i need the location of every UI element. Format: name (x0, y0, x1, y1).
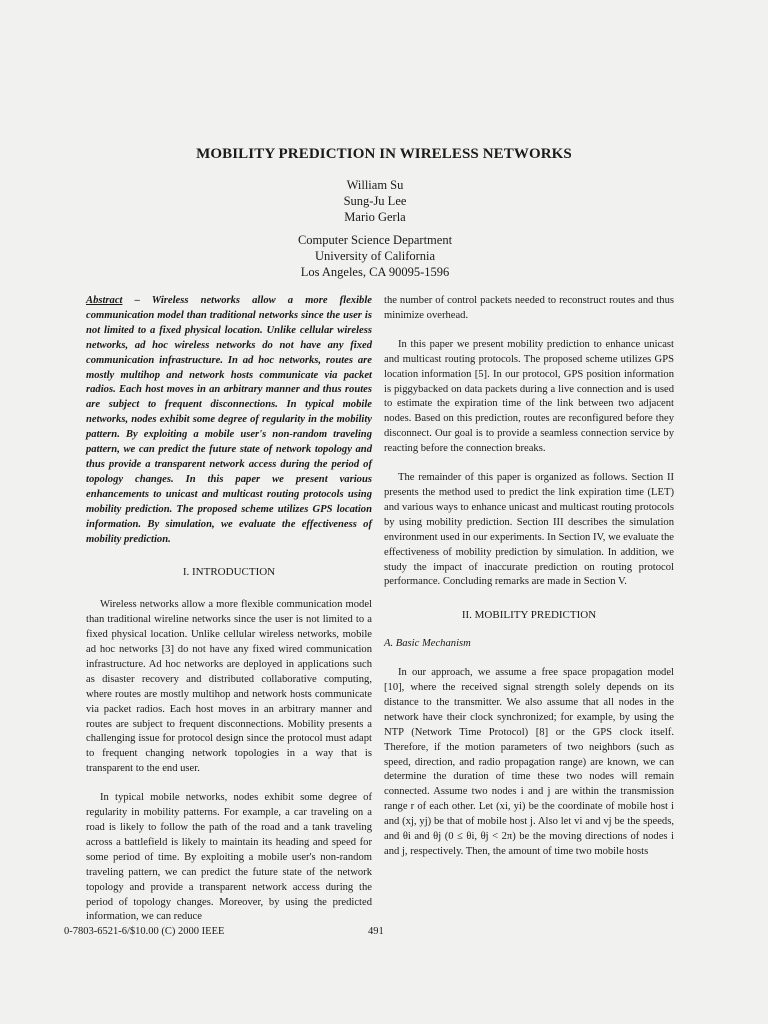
affiliation (0, 232, 750, 280)
paragraph: In our approach, we assume a free space propagation model [10], where the received signal strength solely depends on its distance to the transmitter. We also assume that all nodes in the network have their clock synchronized; for example, by using the NTP (Network Time Protocol) [8] or the GPS clock itself. Therefore, if the motion parameters of two neighbors (such as speed, direction, and radio propagation range) are known, we can determine the duration of time these two nodes will remain connected. Assume two nodes i and j are within the transmission range r of each other. Let (xi, yi) be the coordinate of mobile host i and (xj, yj) be that of mobile host j. Also let vi and vj be the speeds, and θi and θj (0 ≤ θi, θj < 2π) be the moving directions of nodes i and j, respectively. Then, the amount of time two mobile hosts (384, 667, 674, 857)
paragraph: the number of control packets needed to reconstruct routes and thus minimize overhead. (384, 295, 674, 321)
paragraph: In this paper we present mobility prediction to enhance unicast and multicast routing protocols. The proposed scheme utilizes GPS location information [5]. In our protocol, GPS position information is piggybacked on data packets during a live connection and is used to estimate the expiration time of the link between two adjacent nodes. Based on this prediction, routes are reconfigured before they disconnect. Our goal is to provide a seamless connection service by reacting before the connection breaks. (384, 338, 674, 455)
abstract (86, 294, 372, 547)
author-name: William Su (346, 178, 404, 192)
page-number: 491 (368, 926, 384, 937)
affiliation-line: University of California (314, 249, 436, 263)
author-name: Sung-Ju Lee (343, 194, 407, 208)
paragraph: In typical mobile networks, nodes exhibit some degree of regularity in mobility patterns. For example, a car traveling on a road is likely to follow the path of the road and a tank traveling across a battlefield is likely to maintain its heading and speed for some period of time. By exploiting a mobile user's non-random traveling pattern, we can predict the future state of the network topology and provide a transparent network access during the period of topology changes. Moreover, by using the predicted information, we can reduce (86, 792, 372, 923)
section-heading-introduction: I. INTRODUCTION (182, 566, 276, 579)
right-column (384, 294, 674, 860)
section-heading-mobility-prediction: II. MOBILITY PREDICTION (461, 609, 597, 622)
author-name: Mario Gerla (344, 210, 406, 224)
subsection-heading-basic-mechanism: A. Basic Mechanism (384, 638, 471, 650)
affiliation-line: Computer Science Department (297, 233, 453, 247)
abstract-lead: Abstract (86, 295, 123, 306)
paper-title: MOBILITY PREDICTION IN WIRELESS NETWORKS (196, 146, 572, 162)
copyright-notice: 0-7803-6521-6/$10.00 (C) 2000 IEEE (64, 926, 225, 937)
paragraph: Wireless networks allow a more flexible communication model than traditional wireline networks since the user is not limited to a fixed physical location. Unlike cellular wireless networks, mobile ad hoc networks [3] do not have any fixed wired communication infrastructure. Ad hoc networks are deployed in applications such as disaster recovery and distributed collaborative computing, where routes are mostly multihop and network hosts communicate via packet radios. Each host moves in an arbitrary manner and routes are subject to frequent disconnections. Mobility presents a challenging issue for protocol design since the protocol must adapt to frequent changing network topologies in a way that is transparent to the end user. (86, 599, 372, 775)
affiliation-line: Los Angeles, CA 90095-1596 (300, 265, 450, 279)
left-column (86, 294, 372, 925)
paragraph: The remainder of this paper is organized as follows. Section II presents the method used to predict the link expiration time (LET) and various ways to enhance unicast and multicast routing protocols by using mobility prediction. Section III describes the simulation environment used in our experiments. In Section IV, we evaluate the effectiveness of mobility prediction by simulation. In addition, we study the impact of inaccurate prediction on routing protocol performance. Concluding remarks are made in Section V. (384, 472, 674, 588)
author-list (0, 177, 750, 225)
abstract-text: – Wireless networks allow a more flexible communication model than traditional networks since the user is not limited to a fixed physical location. Unlike cellular wireless networks, ad hoc wireless networks do not have any fixed communication infrastructure. In ad hoc networks, routes are mostly multihop and network hosts communicate via packet radios. Each host moves in an arbitrary manner and thus routes are subject to frequent disconnections. In typical mobile networks, nodes exhibit some degree of regularity in the mobility pattern. By exploiting a mobile user's non-random traveling pattern, we can predict the future state of network topology and thus provide a transparent network access during the period of topology changes. In this paper we present various enhancements to unicast and multicast routing protocols using mobility prediction. The proposed scheme utilizes GPS location information. By simulation, we evaluate the effectiveness of mobility prediction. (86, 295, 372, 545)
